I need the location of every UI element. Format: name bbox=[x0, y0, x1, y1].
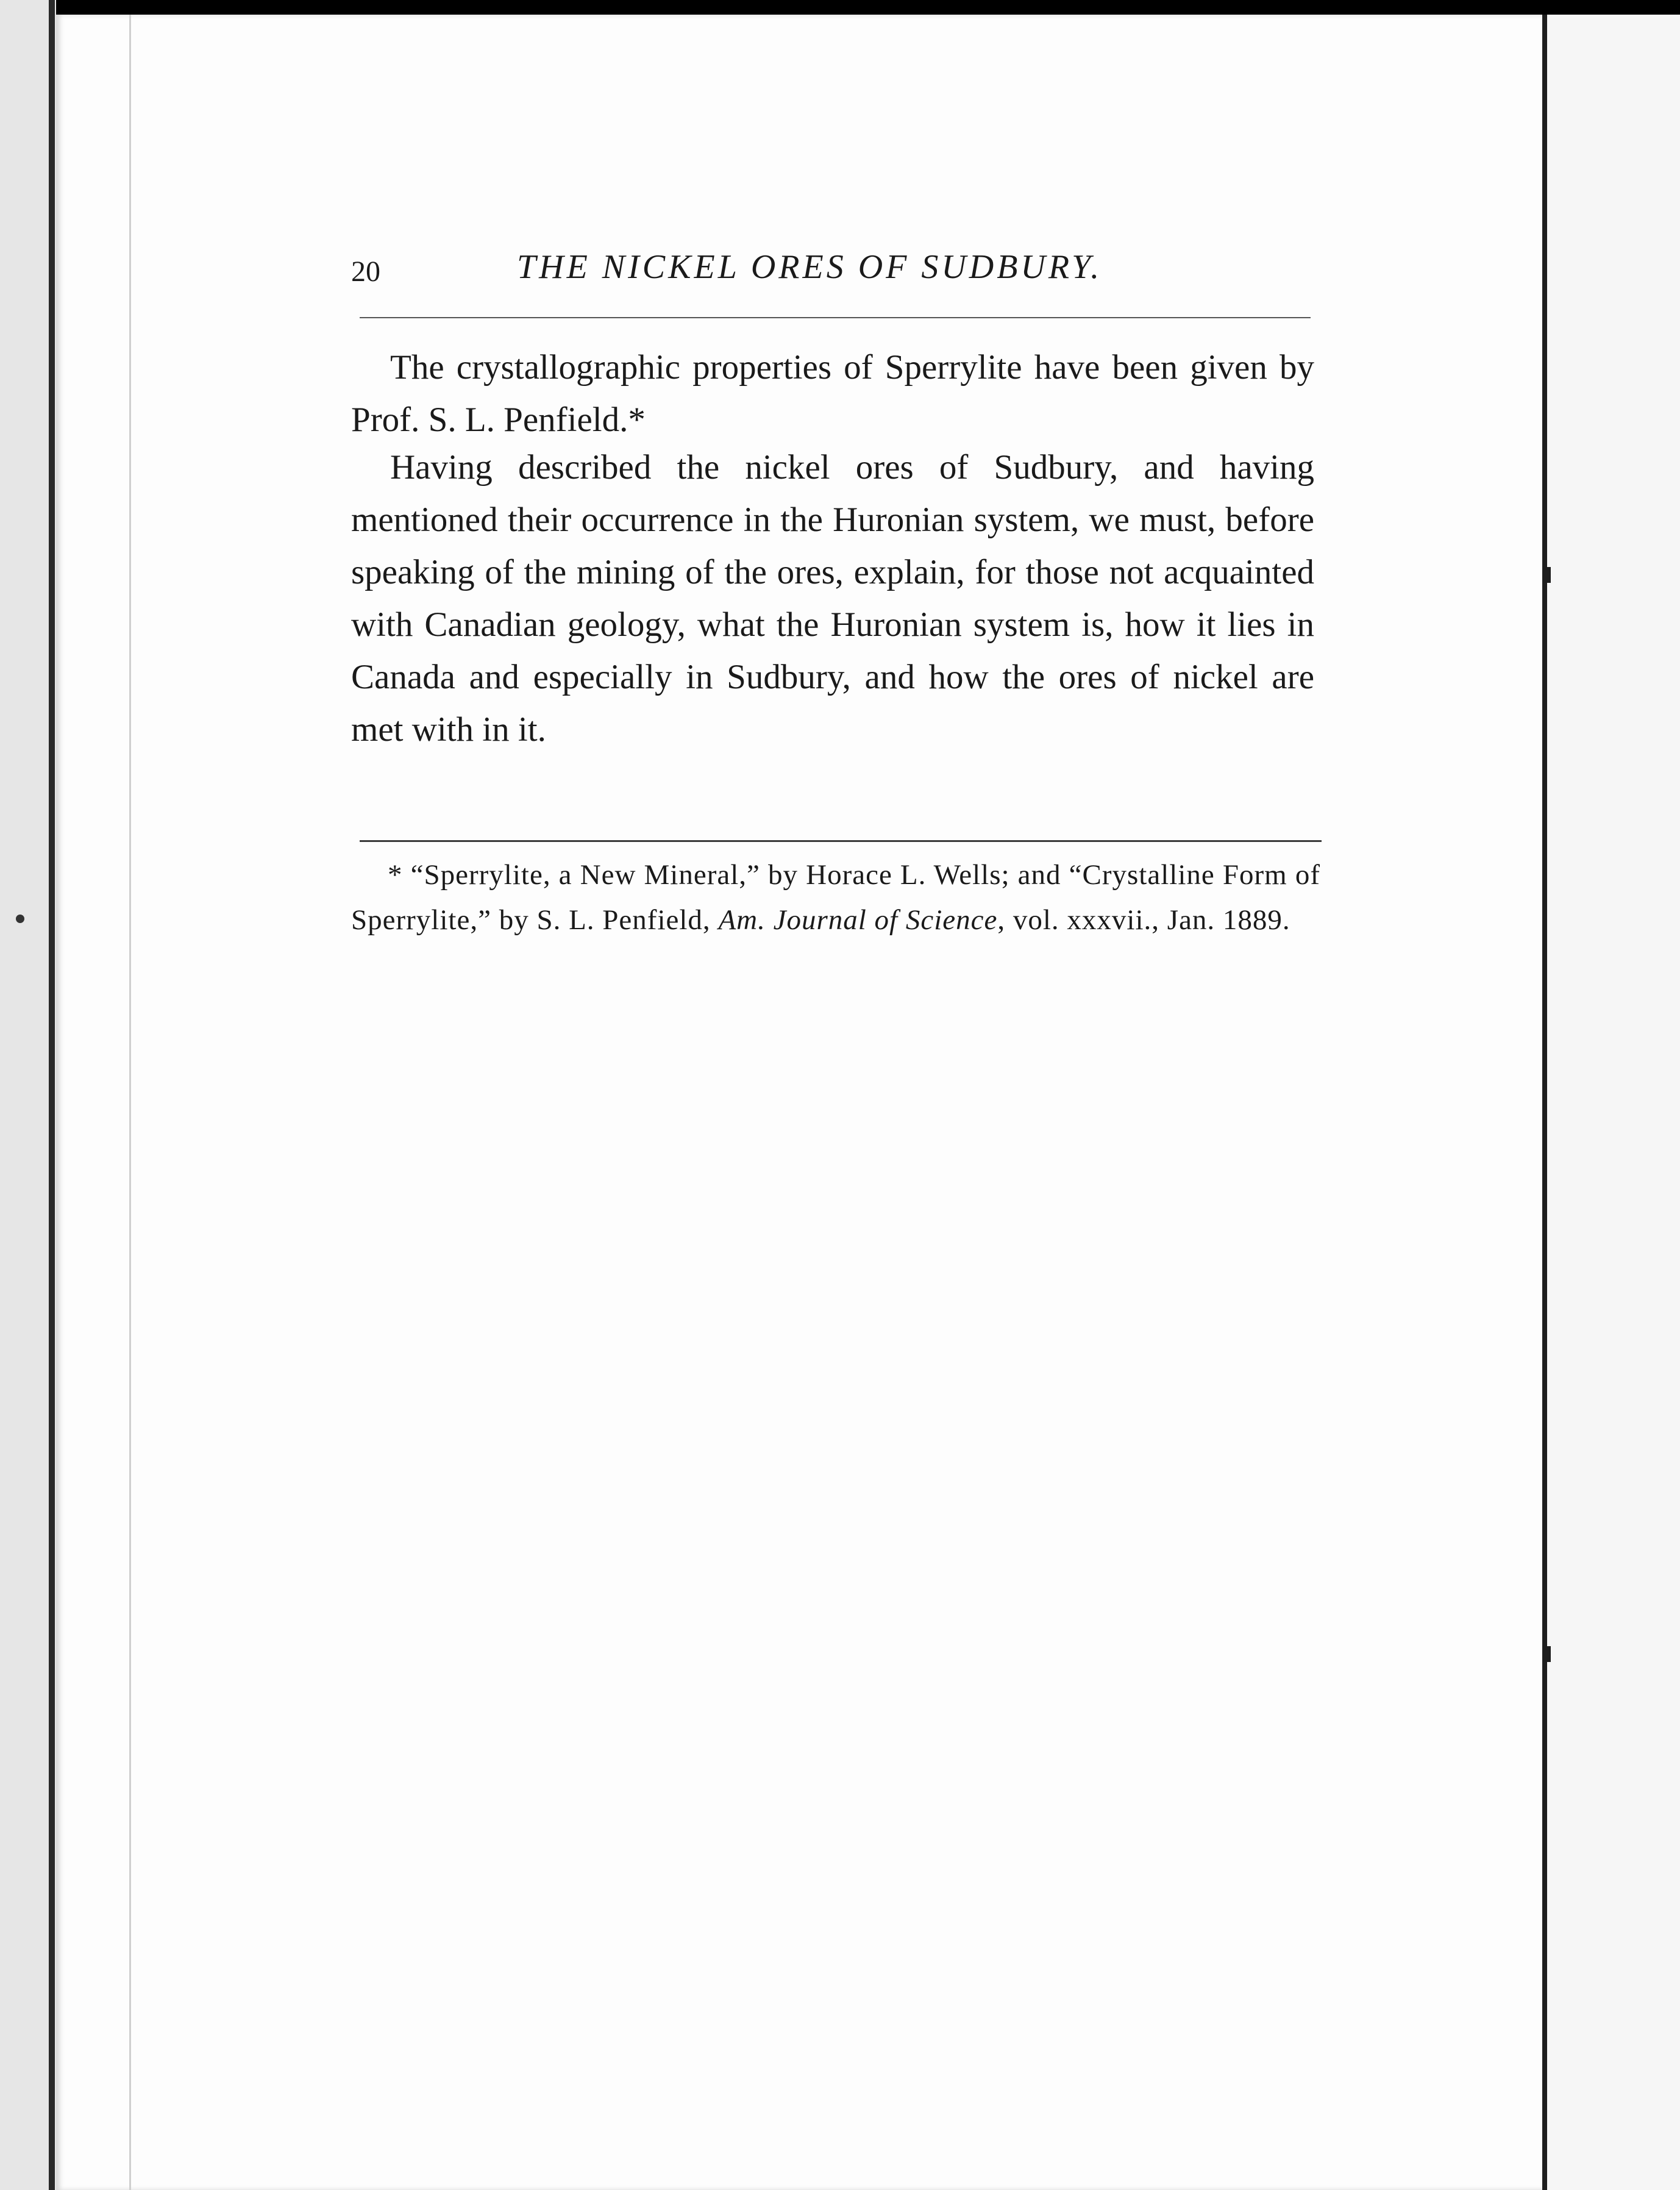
page-fold-line bbox=[129, 15, 131, 2190]
footnote-text: * “Sperrylite, a New Mineral,” by Horace L. Wells; and “Crystalline Form of Sperrylite,” by S. L. Penfield, bbox=[351, 859, 1320, 936]
footnote-rule bbox=[360, 840, 1322, 842]
left-page-edge bbox=[49, 0, 55, 2190]
footnote-journal-title: Am. Journal of Science bbox=[718, 904, 998, 936]
running-head bbox=[351, 244, 1308, 293]
running-title: THE NICKEL ORES OF SUDBURY. bbox=[517, 248, 1103, 286]
right-page-edge bbox=[1542, 15, 1547, 2190]
footnote bbox=[351, 852, 1320, 943]
next-page-strip bbox=[1547, 15, 1680, 2190]
edge-mark bbox=[1545, 1646, 1551, 1662]
edge-mark bbox=[1545, 567, 1551, 583]
footnote-text-end: , vol. xxxvii., Jan. 1889. bbox=[997, 904, 1290, 936]
body-paragraph: The crystallographic properties of Sperrylite have been given by Prof. S. L. Penfield.* bbox=[351, 348, 1314, 439]
body-paragraph: Having described the nickel ores of Sudbury, and having mentioned their occurrence in the Huronian system, we must, before speaking of the mining of the ores, explain, for those not acquainted with Canadian geology, what the Huronian system is, how it lies in Canada and especially in Sudbury, and how the ores of nickel are met with in it. bbox=[351, 448, 1314, 749]
header-rule bbox=[360, 317, 1311, 318]
page-number: 20 bbox=[351, 255, 380, 288]
scan-speck bbox=[16, 915, 24, 923]
left-margin bbox=[0, 0, 56, 2190]
